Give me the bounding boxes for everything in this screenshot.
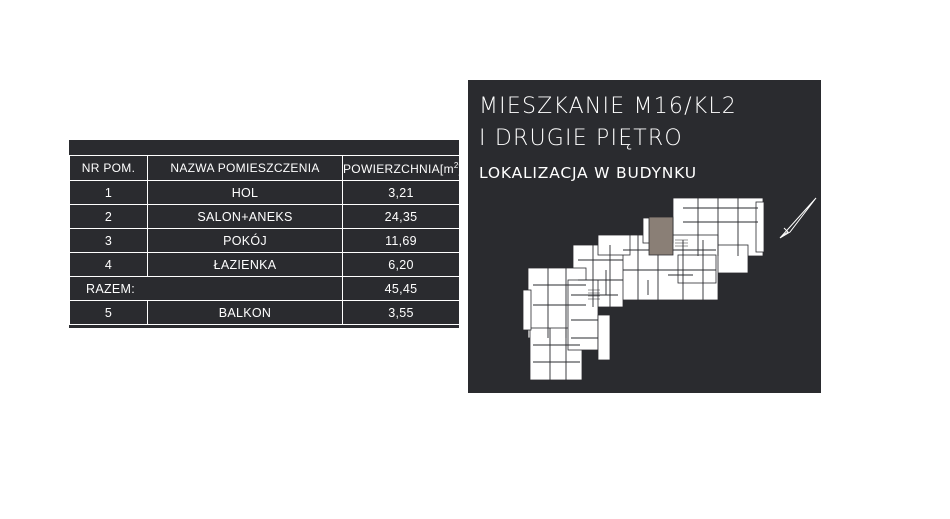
- row-nr: 2: [70, 205, 148, 229]
- highlighted-apartment: [649, 217, 673, 255]
- floor-title: I DRUGIE PIĘTRO: [479, 126, 683, 151]
- header-area-unit: 2: [453, 160, 459, 170]
- table-row: [70, 253, 460, 277]
- row-area: 3,21: [343, 181, 460, 205]
- row-nr: 1: [70, 181, 148, 205]
- location-subtitle: LOKALIZACJA W BUDYNKU: [479, 164, 697, 182]
- row-nr: 3: [70, 229, 148, 253]
- building-location-panel: [468, 80, 821, 393]
- table-row: [70, 205, 460, 229]
- table-row: [70, 181, 460, 205]
- balcony-row: [70, 301, 460, 325]
- header-nr: NR POM.: [70, 156, 148, 181]
- header-name: NAZWA POMIESZCZENIA: [148, 156, 343, 181]
- row-area: 24,35: [343, 205, 460, 229]
- balcony-nr: 5: [70, 301, 148, 325]
- balcony-name: BALKON: [148, 301, 343, 325]
- room-area-table: [69, 140, 463, 328]
- building-floor-plan: [468, 80, 821, 393]
- table-header-row: [70, 156, 460, 181]
- header-area-close: ]: [458, 161, 463, 176]
- unit-title: MIESZKANIE M16/KL2: [479, 94, 738, 119]
- total-area: 45,45: [343, 277, 460, 301]
- header-area-label: POWIERZCHNIA[m: [343, 161, 454, 176]
- room-table-grid: [69, 155, 463, 325]
- table-row: [70, 229, 460, 253]
- row-name: HOL: [148, 181, 343, 205]
- row-nr: 4: [70, 253, 148, 277]
- header-area: [343, 156, 463, 181]
- balcony-area: 3,55: [343, 301, 460, 325]
- total-row: [70, 277, 460, 301]
- total-label: RAZEM:: [70, 277, 343, 301]
- row-name: SALON+ANEKS: [148, 205, 343, 229]
- table-bottom-strip: [69, 325, 459, 328]
- table-top-strip: [69, 140, 459, 155]
- row-area: 11,69: [343, 229, 460, 253]
- north-arrow-icon: [780, 198, 816, 238]
- row-name: POKÓJ: [148, 229, 343, 253]
- row-area: 6,20: [343, 253, 460, 277]
- row-name: ŁAZIENKA: [148, 253, 343, 277]
